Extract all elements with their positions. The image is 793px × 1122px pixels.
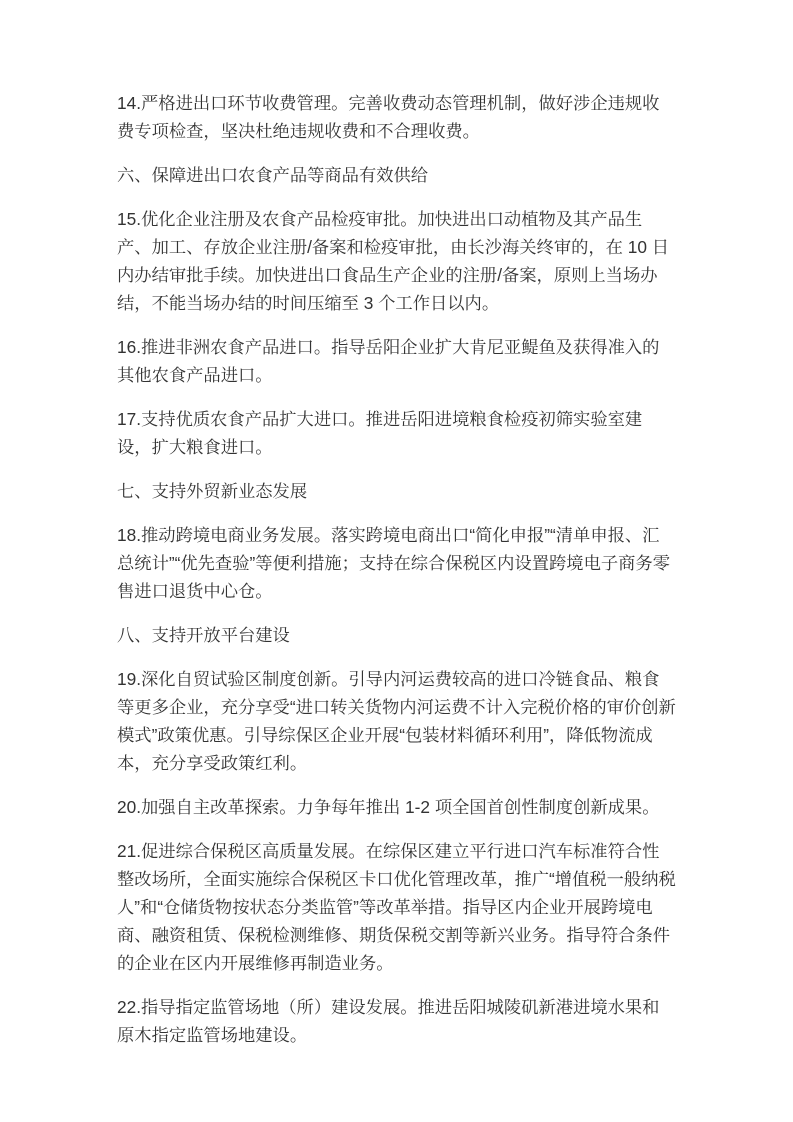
paragraph: 22.指导指定监管场地（所）建设发展。推进岳阳城陵矶新港进境水果和原木指定监管场地建设。	[117, 997, 660, 1045]
section-heading: 七、支持外贸新业态发展	[117, 481, 308, 501]
section-heading: 八、支持开放平台建设	[117, 625, 290, 645]
paragraph: 18.推动跨境电商业务发展。落实跨境电商出口“简化申报”“清单申报、汇总统计”“优先查验”等便利措施；支持在综合保税区内设置跨境电子商务零售进口退货中心仓。	[117, 525, 670, 601]
paragraph: 17.支持优质农食产品扩大进口。推进岳阳进境粮食检疫初筛实验室建设，扩大粮食进口。	[117, 409, 643, 457]
section-heading: 六、保障进出口农食产品等商品有效供给	[117, 165, 429, 185]
paragraph: 19.深化自贸试验区制度创新。引导内河运费较高的进口冷链食品、粮食等更多企业，充分享受“进口转关货物内河运费不计入完税价格的审价创新模式”政策优惠。引导综保区企业开展“包装材料循环利用”，降低物流成本，充分享受政策红利。	[117, 669, 676, 773]
paragraph: 21.促进综合保税区高质量发展。在综保区建立平行进口汽车标准符合性整改场所，全面实施综合保税区卡口优化管理改革，推广“增值税一般纳税人”和“仓储货物按状态分类监管”等改革举措。指导区内企业开展跨境电商、融资租赁、保税检测维修、期货保税交割等新兴业务。指导符合条件的企业在区内开展维修再制造业务。	[117, 841, 676, 973]
document-body	[117, 89, 676, 1049]
paragraph: 16.推进非洲农食产品进口。指导岳阳企业扩大肯尼亚鳀鱼及获得准入的其他农食产品进口。	[117, 337, 660, 385]
paragraph: 20.加强自主改革探索。力争每年推出 1-2 项全国首创性制度创新成果。	[117, 797, 660, 817]
paragraph: 15.优化企业注册及农食产品检疫审批。加快进出口动植物及其产品生产、加工、存放企业注册/备案和检疫审批，由长沙海关终审的，在 10 日内办结审批手续。加快进出口食品生产企业的注册/备案，原则上当场办结，不能当场办结的时间压缩至 3 个工作日以内。	[117, 209, 670, 313]
paragraph: 14.严格进出口环节收费管理。完善收费动态管理机制，做好涉企违规收费专项检查，坚决杜绝违规收费和不合理收费。	[117, 93, 660, 141]
